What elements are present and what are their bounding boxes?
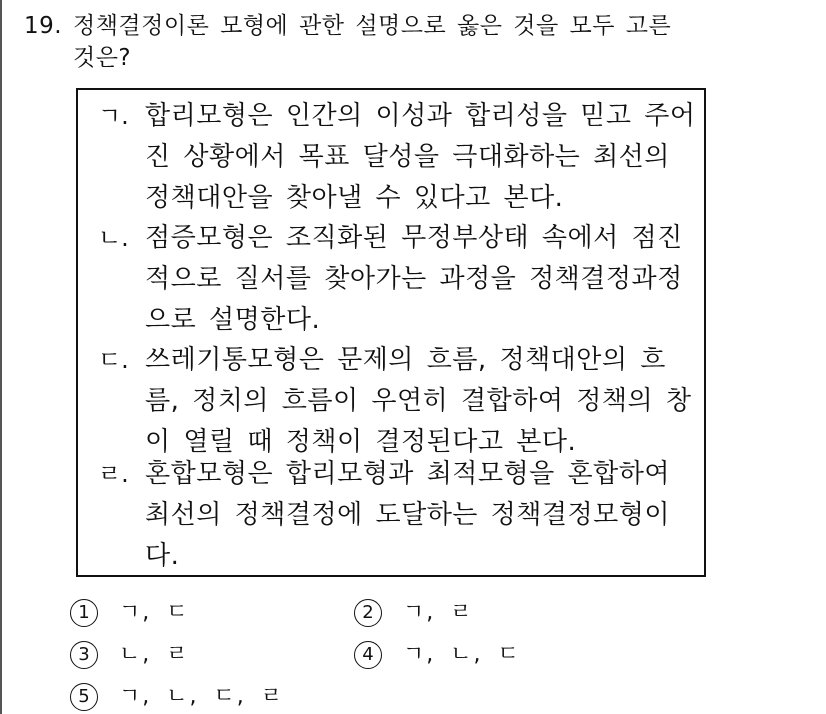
choice-number: 4 <box>354 641 382 669</box>
question-number: 19. <box>24 13 63 39</box>
question-text-line-2: 것은? <box>73 45 132 71</box>
choice-text: ㄱ, ㄷ <box>119 600 190 625</box>
choice-text: ㄱ, ㄴ, ㄷ, ㄹ <box>119 684 284 709</box>
statement-line: 적으로 질서를 찾아가는 과정을 정책결정과정 <box>145 264 683 294</box>
statement-line: 쓰레기통모형은 문제의 흐름, 정책대안의 흐 <box>145 345 666 375</box>
choice-5[interactable] <box>70 681 284 713</box>
choice-text: ㄱ, ㄴ, ㄷ <box>403 642 521 667</box>
choice-2[interactable] <box>354 597 474 629</box>
statement-line: 혼합모형은 합리모형과 최적모형을 혼합하여 <box>145 459 670 489</box>
question-first-line <box>24 10 814 42</box>
statement-line: 최선의 정책결정에 도달하는 정책결정모형이 <box>145 500 670 530</box>
statement-line: 다. <box>145 541 180 571</box>
question <box>24 10 814 74</box>
choice-3[interactable] <box>70 639 190 671</box>
choice-text: ㄴ, ㄹ <box>119 642 190 667</box>
left-margin-rule <box>0 0 2 714</box>
statement-label: ㄱ. <box>98 102 129 130</box>
question-text-line-1: 정책결정이론 모형에 관한 설명으로 옳은 것을 모두 고른 <box>73 13 672 39</box>
statement-line: 진 상황에서 목표 달성을 극대화하는 최선의 <box>145 142 670 172</box>
choice-number: 1 <box>70 599 98 627</box>
statement-line: 정책대안을 찾아낼 수 있다고 본다. <box>145 183 564 213</box>
choice-1[interactable] <box>70 597 190 629</box>
statement-box <box>76 88 706 577</box>
statement-line: 름, 정치의 흐름이 우연히 결합하여 정책의 창 <box>145 386 692 416</box>
choice-number: 3 <box>70 641 98 669</box>
choice-text: ㄱ, ㄹ <box>403 600 474 625</box>
choice-number: 5 <box>70 683 98 711</box>
statement-line: 이 열릴 때 정책이 결정된다고 본다. <box>145 427 577 457</box>
choice-number: 2 <box>354 599 382 627</box>
statement-line: 점증모형은 조직화된 무정부상태 속에서 점진 <box>145 223 683 253</box>
statement-line: 합리모형은 인간의 이성과 합리성을 믿고 주어 <box>145 101 696 131</box>
statement-line: 으로 설명한다. <box>145 305 321 335</box>
choice-4[interactable] <box>354 639 521 671</box>
statement-label: ㄷ. <box>98 346 129 374</box>
statement-label: ㄴ. <box>98 224 129 252</box>
statement-label: ㄹ. <box>98 460 129 488</box>
